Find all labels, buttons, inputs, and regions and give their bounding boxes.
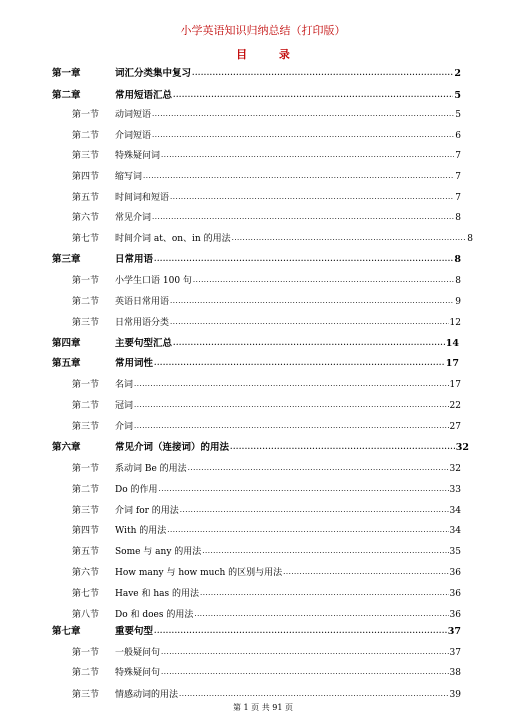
toc-entry-label: 日常用语分类	[115, 318, 170, 328]
toc-entry-label: 特殊疑问词	[115, 151, 161, 161]
toc-section-row[interactable]	[72, 149, 461, 163]
toc-entry-number: 第一节	[72, 464, 100, 474]
toc-entry-number: 第三节	[72, 422, 100, 432]
toc-entry-number: 第一节	[72, 648, 100, 658]
toc-entry-page: 33	[449, 485, 461, 495]
toc-entry-page: 9	[455, 297, 461, 307]
toc-section-row[interactable]	[72, 566, 461, 580]
toc-entry-page: 35	[449, 547, 461, 557]
toc-entry-number: 第五节	[72, 193, 100, 203]
toc-entry-label: 时间介词 at、on、in 的用法	[115, 234, 231, 244]
toc-entry-page: 6	[455, 131, 461, 141]
toc-dot-leader	[161, 665, 449, 679]
toc-entry-label: 缩写词	[115, 172, 143, 182]
toc-section-row[interactable]	[72, 666, 461, 680]
toc-entry-number: 第二节	[72, 485, 100, 495]
toc-entry-label: 介词短语	[115, 131, 152, 141]
toc-section-row[interactable]	[72, 462, 461, 476]
toc-chapter-row[interactable]	[52, 253, 461, 267]
toc-entry-number: 第三节	[72, 151, 100, 161]
toc-entry-page: 39	[449, 690, 461, 700]
toc-section-row[interactable]	[72, 108, 461, 122]
toc-dot-leader	[179, 687, 449, 701]
toc-entry-number: 第五节	[72, 547, 100, 557]
toc-dot-leader	[152, 128, 454, 142]
toc-entry-number: 第三节	[72, 506, 100, 516]
toc-dot-leader	[230, 440, 455, 454]
toc-chapter-row[interactable]	[52, 357, 459, 371]
toc-entry-page: 32	[449, 464, 461, 474]
toc-entry-number: 第七章	[52, 626, 81, 637]
toc-entry-page: 37	[447, 626, 461, 637]
toc-entry-page: 7	[455, 151, 461, 161]
toc-entry-label: 特殊疑问句	[115, 668, 161, 678]
toc-entry-number: 第四章	[52, 338, 81, 349]
toc-entry-label: With 的用法	[115, 526, 167, 536]
toc-entry-label: 词汇分类集中复习	[115, 68, 192, 79]
toc-dot-leader	[173, 88, 453, 102]
toc-dot-leader	[170, 294, 454, 308]
toc-section-row[interactable]	[72, 274, 461, 288]
toc-heading: 目 录	[236, 48, 304, 61]
toc-dot-leader	[180, 503, 449, 517]
toc-dot-leader	[159, 482, 449, 496]
toc-entry-page: 7	[455, 193, 461, 203]
toc-dot-leader	[134, 398, 449, 412]
toc-entry-number: 第一节	[72, 110, 100, 120]
toc-entry-number: 第二节	[72, 131, 100, 141]
toc-entry-label: Have 和 has 的用法	[115, 589, 199, 599]
toc-entry-label: 常用词性	[115, 358, 154, 369]
toc-section-row[interactable]	[72, 316, 461, 330]
toc-section-row[interactable]	[72, 399, 461, 413]
toc-entry-page: 8	[467, 234, 473, 244]
toc-chapter-row[interactable]	[52, 337, 459, 351]
toc-entry-label: 情感动词的用法	[115, 690, 179, 700]
toc-entry-number: 第二章	[52, 90, 81, 101]
toc-entry-label: 小学生口语 100 句	[115, 276, 192, 286]
toc-dot-leader	[167, 523, 448, 537]
toc-dot-leader	[188, 461, 449, 475]
toc-chapter-row[interactable]	[52, 89, 461, 103]
toc-section-row[interactable]	[72, 191, 461, 205]
toc-entry-page: 27	[449, 422, 461, 432]
toc-section-row[interactable]	[72, 587, 461, 601]
toc-entry-label: 常用短语汇总	[115, 90, 173, 101]
toc-entry-page: 38	[449, 668, 461, 678]
toc-entry-number: 第三节	[72, 690, 100, 700]
toc-entry-number: 第二节	[72, 668, 100, 678]
toc-entry-label: 动词短语	[115, 110, 152, 120]
toc-section-row[interactable]	[72, 295, 461, 309]
toc-section-row[interactable]	[72, 688, 461, 702]
toc-dot-leader	[154, 356, 445, 370]
toc-entry-page: 17	[449, 380, 461, 390]
toc-section-row[interactable]	[72, 646, 461, 660]
toc-entry-label: 冠词	[115, 401, 134, 411]
toc-dot-leader	[161, 148, 454, 162]
toc-dot-leader	[193, 273, 454, 287]
toc-entry-label: 名词	[115, 380, 134, 390]
toc-entry-number: 第五章	[52, 358, 81, 369]
toc-entry-page: 37	[449, 648, 461, 658]
toc-section-row[interactable]	[72, 608, 461, 622]
toc-entry-label: 系动词 Be 的用法	[115, 464, 187, 474]
document-title: 小学英语知识归纳总结（打印版）	[180, 24, 346, 37]
toc-entry-page: 36	[449, 610, 461, 620]
toc-dot-leader	[194, 607, 448, 621]
toc-entry-number: 第四节	[72, 526, 100, 536]
toc-entry-number: 第一章	[52, 68, 81, 79]
toc-entry-page: 22	[449, 401, 461, 411]
toc-section-row[interactable]	[72, 129, 461, 143]
toc-entry-page: 32	[455, 442, 469, 453]
toc-entry-label: 日常用语	[115, 254, 154, 265]
toc-section-row[interactable]	[72, 211, 461, 225]
toc-entry-page: 8	[455, 213, 461, 223]
toc-entry-number: 第六章	[52, 442, 81, 453]
toc-dot-leader	[134, 377, 449, 391]
toc-dot-leader	[283, 565, 448, 579]
toc-entry-number: 第一节	[72, 276, 100, 286]
toc-entry-page: 34	[449, 526, 461, 536]
toc-dot-leader	[192, 66, 453, 80]
toc-entry-label: 一般疑问句	[115, 648, 161, 658]
toc-entry-page: 8	[454, 254, 461, 265]
toc-entry-number: 第七节	[72, 234, 100, 244]
toc-entry-page: 5	[454, 90, 461, 101]
toc-entry-label: How many 与 how much 的区别与用法	[115, 568, 283, 578]
toc-entry-page: 8	[455, 276, 461, 286]
toc-section-row[interactable]	[72, 420, 461, 434]
toc-entry-number: 第三章	[52, 254, 81, 265]
toc-entry-page: 7	[455, 172, 461, 182]
toc-entry-page: 2	[454, 68, 461, 79]
toc-chapter-row[interactable]	[52, 67, 461, 81]
toc-entry-page: 12	[449, 318, 461, 328]
toc-entry-number: 第六节	[72, 213, 100, 223]
page-footer: 第 1 页 共 91 页	[233, 703, 293, 712]
toc-entry-number: 第一节	[72, 380, 100, 390]
toc-section-row[interactable]	[72, 170, 461, 184]
toc-section-row[interactable]	[72, 524, 461, 538]
toc-dot-leader	[154, 624, 447, 638]
toc-chapter-row[interactable]	[52, 441, 469, 455]
toc-entry-label: 常见介词	[115, 213, 152, 223]
toc-dot-leader	[232, 231, 467, 245]
toc-entry-label: 英语日常用语	[115, 297, 170, 307]
toc-entry-number: 第二节	[72, 401, 100, 411]
toc-dot-leader	[170, 315, 449, 329]
toc-entry-label: 常见介词（连接词）的用法	[115, 442, 230, 453]
toc-dot-leader	[200, 586, 449, 600]
toc-dot-leader	[134, 419, 449, 433]
toc-section-row[interactable]	[72, 378, 461, 392]
toc-entry-page: 17	[445, 358, 459, 369]
toc-entry-page: 5	[455, 110, 461, 120]
toc-entry-page: 34	[449, 506, 461, 516]
toc-dot-leader	[143, 169, 454, 183]
toc-entry-label: 重要句型	[115, 626, 154, 637]
toc-dot-leader	[161, 645, 449, 659]
toc-entry-label: 介词 for 的用法	[115, 506, 179, 516]
toc-entry-number: 第二节	[72, 297, 100, 307]
toc-dot-leader	[170, 190, 454, 204]
toc-section-row[interactable]	[72, 504, 461, 518]
toc-entry-number: 第八节	[72, 610, 100, 620]
toc-entry-label: Do 和 does 的用法	[115, 610, 194, 620]
toc-chapter-row[interactable]	[52, 625, 461, 639]
toc-entry-number: 第六节	[72, 568, 100, 578]
toc-dot-leader	[152, 210, 454, 224]
toc-entry-label: 介词	[115, 422, 134, 432]
toc-entry-number: 第七节	[72, 589, 100, 599]
toc-entry-label: 主要句型汇总	[115, 338, 173, 349]
toc-entry-page: 36	[449, 568, 461, 578]
toc-dot-leader	[154, 252, 453, 266]
toc-section-row[interactable]	[72, 483, 461, 497]
toc-section-row[interactable]	[72, 232, 473, 246]
toc-dot-leader	[173, 336, 445, 350]
toc-entry-number: 第三节	[72, 318, 100, 328]
toc-entry-page: 14	[445, 338, 459, 349]
toc-entry-label: Do 的作用	[115, 485, 158, 495]
toc-section-row[interactable]	[72, 545, 461, 559]
toc-dot-leader	[202, 544, 448, 558]
toc-entry-page: 36	[449, 589, 461, 599]
toc-entry-label: Some 与 any 的用法	[115, 547, 202, 557]
toc-entry-number: 第四节	[72, 172, 100, 182]
toc-dot-leader	[152, 107, 454, 121]
toc-entry-label: 时间词和短语	[115, 193, 170, 203]
